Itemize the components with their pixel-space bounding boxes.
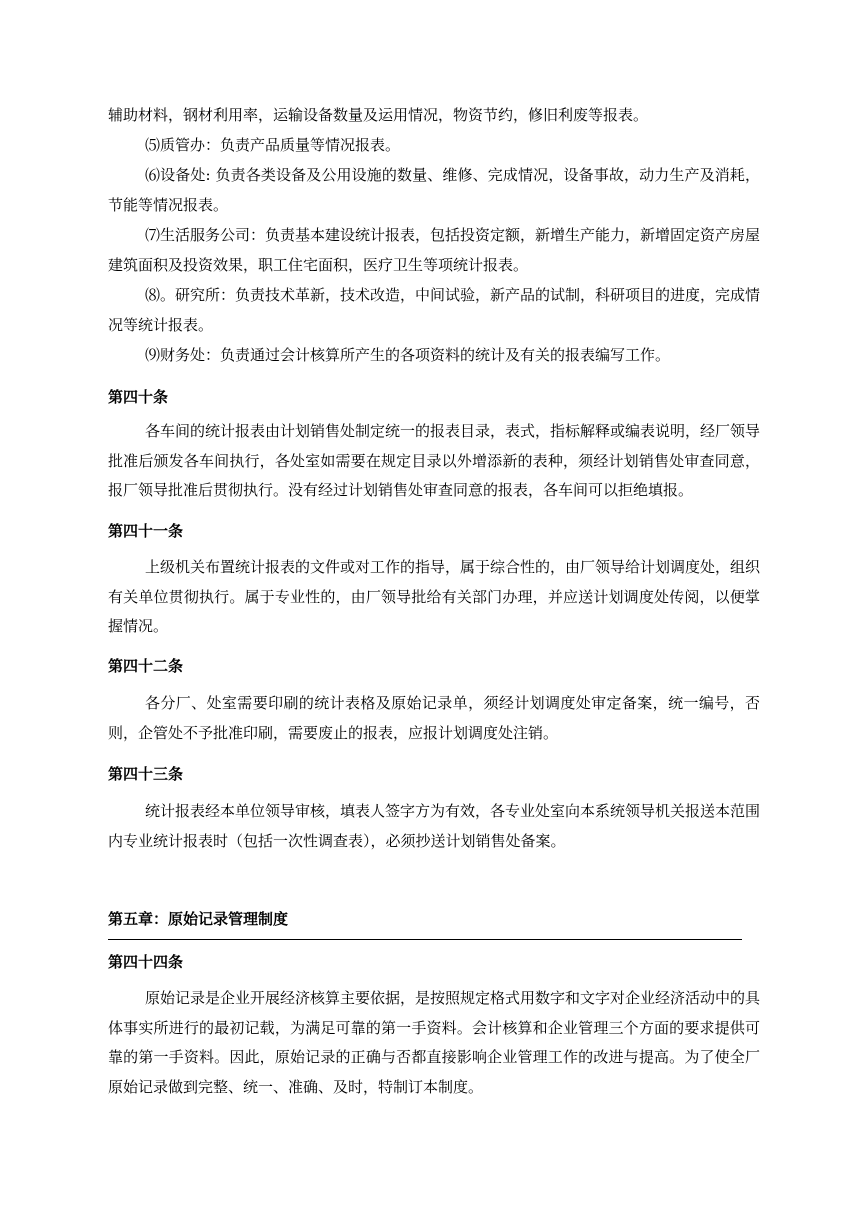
article-42-title: 第四十二条 [108,657,184,675]
article-42-body: 各分厂、处室需要印刷的统计表格及原始记录单，须经计划调度处审定备案，统一编号，否则，企管处不予批准印刷，需要废止的报表，应报计划调度处注销。 [108,694,760,742]
article-40-title: 第四十条 [108,388,169,406]
article-44-body: 原始记录是企业开展经济核算主要依据，是按照规定格式用数字和文字对企业经济活动中的具体事实所进行的最初记载，为满足可靠的第一手资料。会计核算和企业管理三个方面的要求提供可靠的第一手资料。因此，原始记录的正确与否都直接影响企业管理工作的改进与提高。为了使全厂原始记录做到完整、统一、准确、及时，特制订本制度。 [108,989,761,1096]
paragraph-quality-office: ⑸质管办：负责产品质量等情况报表。 [145,136,401,154]
article-41-body: 上级机关布置统计报表的文件或对工作的指导，属于综合性的，由厂领导给计划调度处，组织有关单位贯彻执行。属于专业性的，由厂领导批给有关部门办理，并应送计划调度处传阅，以便掌握情况。 [108,558,761,635]
article-43-body: 统计报表经本单位领导审核，填表人签字方为有效，各专业处室向本系统领导机关报送本范围内专业统计报表时（包括一次性调查表），必须抄送计划销售处备案。 [108,802,761,850]
article-41-title: 第四十一条 [108,522,184,540]
paragraph-equipment-office: ⑹设备处: 负责各类设备及公用设施的数量、维修、完成情况，设备事故，动力生产及消耗，节能等情况报表。 [108,166,760,214]
paragraph-research-institute: ⑻。研究所：负责技术革新，技术改造，中间试验，新产品的试制，科研项目的进度，完成情况等统计报表。 [108,286,761,334]
article-43-title: 第四十三条 [108,765,184,783]
chapter-title: 第五章：原始记录管理制度 [108,910,289,928]
paragraph-life-services: ⑺生活服务公司：负责基本建设统计报表，包括投资定额，新增生产能力，新增固定资产房屋建筑面积及投资效果，职工住宅面积，医疗卫生等项统计报表。 [108,226,761,274]
chapter-divider [108,939,742,940]
article-40-body: 各车间的统计报表由计划销售处制定统一的报表目录，表式，指标解释或编表说明，经厂领导批准后颁发各车间执行，各处室如需要在规定目录以外增添新的表种，须经计划销售处审查同意，报厂领导批准后贯彻执行。没有经过计划销售处审查同意的报表，各车间可以拒绝填报。 [108,422,761,499]
paragraph-finance-office: ⑼财务处：负责通过会计核算所产生的各项资料的统计及有关的报表编写工作。 [145,346,671,364]
paragraph-intro-continuation: 辅助材料，钢材利用率，运输设备数量及运用情况，物资节约，修旧利废等报表。 [108,106,649,124]
article-44-title: 第四十四条 [108,953,184,971]
